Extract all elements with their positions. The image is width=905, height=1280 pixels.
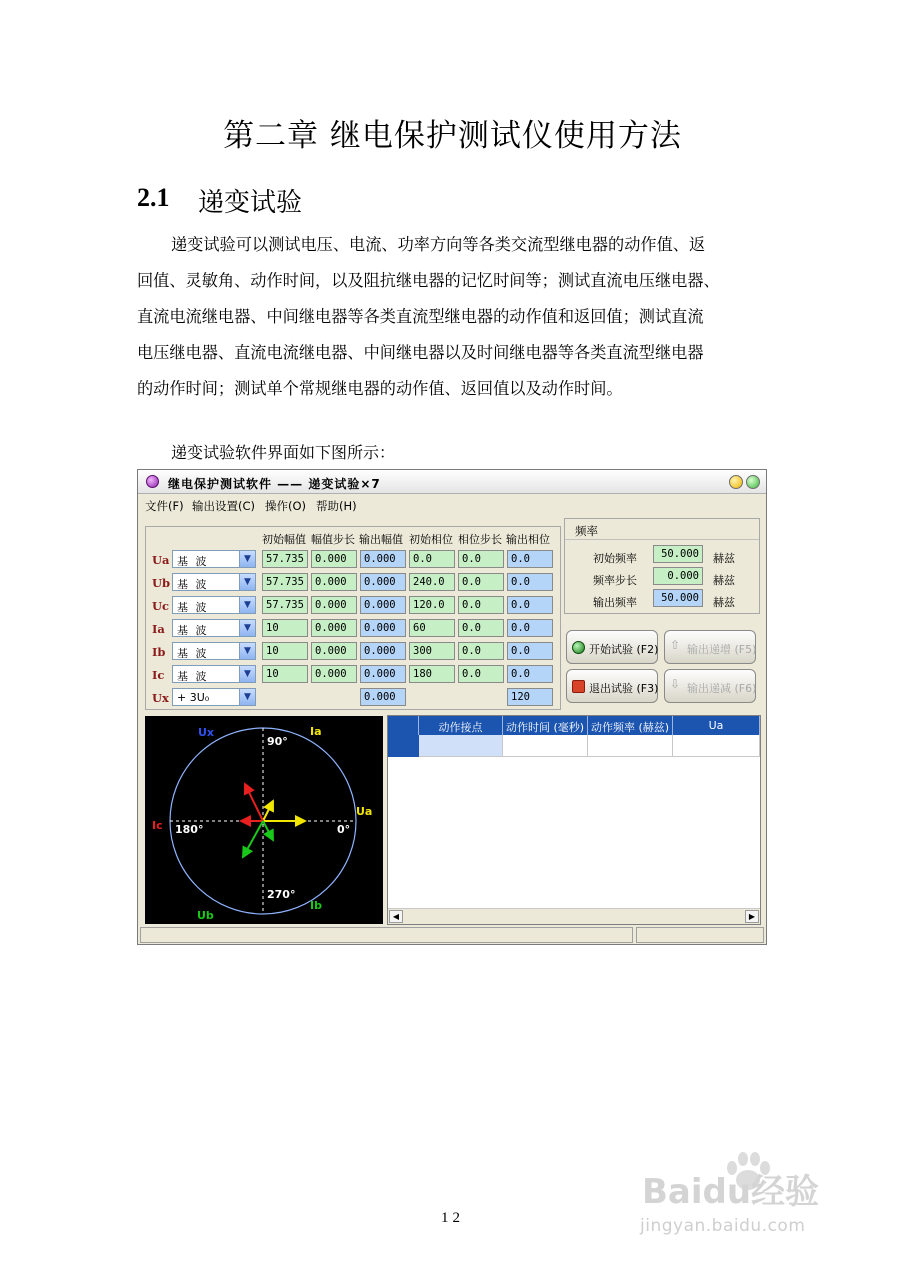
wave-select-ia[interactable] xyxy=(172,619,256,637)
wave-select-value: + 3U₀ xyxy=(177,691,210,704)
ia-amp-step[interactable]: 0.000 xyxy=(311,619,357,637)
col-action-time[interactable]: 动作时间 (毫秒) xyxy=(503,716,588,735)
wave-select-ux[interactable] xyxy=(172,688,256,706)
paragraph-text: 递变试验可以测试电压、电流、功率方向等各类交流型继电器的动作值、返 xyxy=(171,235,706,254)
ub-phase-step[interactable]: 0.0 xyxy=(458,573,504,591)
status-bar xyxy=(140,927,765,943)
ux-out-phase: 120 xyxy=(507,688,553,706)
wave-select-value: 基 波 xyxy=(177,555,209,568)
channel-parameters-panel xyxy=(145,526,561,710)
label-ua: Ua xyxy=(356,805,373,818)
frequency-panel xyxy=(564,518,760,614)
table-corner-header xyxy=(388,716,419,735)
section-title: 递变试验 xyxy=(198,188,303,218)
row-label-ub: Ub xyxy=(152,576,171,590)
label-90: 90° xyxy=(267,735,288,748)
status-pane-secondary xyxy=(636,927,764,943)
frequency-step-label: 频率步长 xyxy=(593,574,637,587)
label-270: 270° xyxy=(267,888,296,901)
col-ua[interactable]: Ua xyxy=(673,716,760,735)
menu-file[interactable]: 文件(F) xyxy=(145,499,184,513)
ic-out-phase: 0.0 xyxy=(507,665,553,683)
chevron-down-icon: ▼ xyxy=(239,620,255,636)
wave-select-value: 基 波 xyxy=(177,578,209,591)
ia-phase-step[interactable]: 0.0 xyxy=(458,619,504,637)
ua-phase-step[interactable]: 0.0 xyxy=(458,550,504,568)
col-init-amp: 初始幅值 xyxy=(262,533,306,546)
watermark-logo: Baidu经验 xyxy=(642,1172,820,1212)
col-phase-step: 相位步长 xyxy=(458,533,502,546)
frequency-step-field[interactable]: 0.000 xyxy=(653,567,703,585)
ib-vector xyxy=(263,821,273,840)
menu-help[interactable]: 帮助(H) xyxy=(316,499,357,513)
wave-select-value: 基 波 xyxy=(177,624,209,637)
wave-select-uc[interactable] xyxy=(172,596,256,614)
wave-select-ua[interactable] xyxy=(172,550,256,568)
table-cell[interactable] xyxy=(503,735,588,757)
start-icon xyxy=(572,641,585,654)
paragraph-line-2: 回值、灵敏角、动作时间，以及阻抗继电器的记忆时间等；测试直流电压继电器、 xyxy=(137,271,720,290)
menu-bar xyxy=(138,495,766,515)
minimize-button[interactable] xyxy=(729,475,743,489)
section-number: 2.1 xyxy=(137,183,170,212)
col-out-amp: 输出幅值 xyxy=(359,533,403,546)
watermark-url: jingyan.baidu.com xyxy=(640,1216,806,1236)
wave-select-ub[interactable] xyxy=(172,573,256,591)
row-label-ua: Ua xyxy=(152,553,170,567)
chevron-down-icon: ▼ xyxy=(239,666,255,682)
horizontal-scrollbar[interactable] xyxy=(388,908,760,924)
ia-init-phase[interactable]: 60 xyxy=(409,619,455,637)
ib-phase-step[interactable]: 0.0 xyxy=(458,642,504,660)
stop-icon xyxy=(572,680,585,693)
ic-init-amp[interactable]: 10 xyxy=(262,665,308,683)
uc-out-phase: 0.0 xyxy=(507,596,553,614)
output-increase-button[interactable] xyxy=(664,630,756,664)
col-action-contact[interactable]: 动作接点 xyxy=(419,716,503,735)
wave-select-value: 基 波 xyxy=(177,601,209,614)
status-pane-main xyxy=(140,927,633,943)
ub-out-phase: 0.0 xyxy=(507,573,553,591)
frequency-step-unit: 赫兹 xyxy=(713,574,735,587)
label-ux: Ux xyxy=(198,726,215,739)
label-0: 0° xyxy=(337,823,351,836)
arrow-down-icon: ⇩ xyxy=(670,677,681,691)
title-bar xyxy=(138,470,766,494)
ib-amp-step[interactable]: 0.000 xyxy=(311,642,357,660)
ua-init-amp[interactable]: 57.735 xyxy=(262,550,308,568)
uc-phase-step[interactable]: 0.0 xyxy=(458,596,504,614)
ib-out-phase: 0.0 xyxy=(507,642,553,660)
ua-out-amp: 0.000 xyxy=(360,550,406,568)
ia-out-phase: 0.0 xyxy=(507,619,553,637)
output-decrease-button[interactable] xyxy=(664,669,756,703)
table-cell-selected[interactable] xyxy=(419,735,503,757)
ib-out-amp: 0.000 xyxy=(360,642,406,660)
ub-amp-step[interactable]: 0.000 xyxy=(311,573,357,591)
chevron-down-icon: ▼ xyxy=(239,574,255,590)
label-180: 180° xyxy=(175,823,204,836)
ub-init-phase[interactable]: 240.0 xyxy=(409,573,455,591)
chevron-down-icon: ▼ xyxy=(239,551,255,567)
menu-output-settings[interactable]: 输出设置(C) xyxy=(192,499,256,513)
col-amp-step: 幅值步长 xyxy=(311,533,355,546)
ub-out-amp: 0.000 xyxy=(360,573,406,591)
row-label-ux: Ux xyxy=(152,691,169,705)
table-row-selector[interactable] xyxy=(388,735,419,757)
ub-init-amp[interactable]: 57.735 xyxy=(262,573,308,591)
page-number: 12 xyxy=(441,1210,464,1226)
start-test-button[interactable] xyxy=(566,630,658,664)
label-ic: Ic xyxy=(152,819,163,832)
table-cell[interactable] xyxy=(673,735,760,757)
window-title: 继电保护测试软件 —— 递变试验×7 xyxy=(168,477,381,491)
ia-vector xyxy=(263,801,273,821)
software-window xyxy=(137,469,767,945)
label-ib: Ib xyxy=(310,899,322,912)
label-ub: Ub xyxy=(197,909,214,922)
uc-out-amp: 0.000 xyxy=(360,596,406,614)
ub-vector xyxy=(243,821,263,857)
output-frequency-unit: 赫兹 xyxy=(713,596,735,609)
chevron-down-icon: ▼ xyxy=(239,689,255,705)
init-frequency-label: 初始频率 xyxy=(593,552,637,565)
figure-caption: 递变试验软件界面如下图所示： xyxy=(171,443,396,462)
col-action-frequency[interactable]: 动作频率 (赫兹) xyxy=(588,716,673,735)
wave-select-value: 基 波 xyxy=(177,647,209,660)
paragraph-line-4: 电压继电器、直流电流继电器、中间继电器以及时间继电器等各类直流型继电器 xyxy=(137,343,704,362)
row-label-ia: Ia xyxy=(152,622,165,636)
exit-test-label: 退出试验 (F3) xyxy=(589,682,659,695)
baidu-watermark xyxy=(630,1150,860,1250)
paragraph-line-3: 直流电流继电器、中间继电器等各类直流型继电器的动作值和返回值；测试直流 xyxy=(137,307,704,326)
output-frequency-label: 输出频率 xyxy=(593,596,637,609)
row-label-uc: Uc xyxy=(152,599,170,613)
scroll-right-icon[interactable]: ▶ xyxy=(745,910,759,923)
chevron-down-icon: ▼ xyxy=(239,597,255,613)
phasor-diagram xyxy=(145,716,383,924)
paragraph-line-1 xyxy=(137,227,769,264)
uc-vector xyxy=(245,784,263,821)
init-frequency-unit: 赫兹 xyxy=(713,552,735,565)
app-icon xyxy=(146,475,159,488)
ib-init-phase[interactable]: 300 xyxy=(409,642,455,660)
ic-amp-step[interactable]: 0.000 xyxy=(311,665,357,683)
exit-test-button[interactable] xyxy=(566,669,658,703)
output-increase-label: 输出递增 (F5) xyxy=(687,643,757,656)
menu-operate[interactable]: 操作(O) xyxy=(265,499,307,513)
uc-init-phase[interactable]: 120.0 xyxy=(409,596,455,614)
col-init-phase: 初始相位 xyxy=(409,533,453,546)
result-table xyxy=(387,715,761,925)
ua-out-phase: 0.0 xyxy=(507,550,553,568)
ic-phase-step[interactable]: 0.0 xyxy=(458,665,504,683)
ic-init-phase[interactable]: 180 xyxy=(409,665,455,683)
arrow-up-icon: ⇧ xyxy=(670,638,681,652)
close-button[interactable] xyxy=(746,475,760,489)
scroll-left-icon[interactable]: ◀ xyxy=(389,910,403,923)
table-cell[interactable] xyxy=(588,735,673,757)
output-frequency-field: 50.000 xyxy=(653,589,703,607)
col-out-phase: 输出相位 xyxy=(506,533,550,546)
frequency-divider xyxy=(565,539,759,540)
ua-init-phase[interactable]: 0.0 xyxy=(409,550,455,568)
ux-out-amp: 0.000 xyxy=(360,688,406,706)
label-ia: Ia xyxy=(310,725,322,738)
ib-init-amp[interactable]: 10 xyxy=(262,642,308,660)
ua-amp-step[interactable]: 0.000 xyxy=(311,550,357,568)
wave-select-ib[interactable] xyxy=(172,642,256,660)
ia-init-amp[interactable]: 10 xyxy=(262,619,308,637)
uc-amp-step[interactable]: 0.000 xyxy=(311,596,357,614)
ia-out-amp: 0.000 xyxy=(360,619,406,637)
ic-out-amp: 0.000 xyxy=(360,665,406,683)
row-label-ic: Ic xyxy=(152,668,165,682)
init-frequency-field[interactable]: 50.000 xyxy=(653,545,703,563)
uc-init-amp[interactable]: 57.735 xyxy=(262,596,308,614)
chapter-title: 第二章 继电保护测试仪使用方法 xyxy=(223,118,682,154)
chevron-down-icon: ▼ xyxy=(239,643,255,659)
output-decrease-label: 输出递减 (F6) xyxy=(687,682,757,695)
frequency-title: 频率 xyxy=(575,524,598,538)
start-test-label: 开始试验 (F2) xyxy=(589,643,659,656)
wave-select-ic[interactable] xyxy=(172,665,256,683)
wave-select-value: 基 波 xyxy=(177,670,209,683)
row-label-ib: Ib xyxy=(152,645,166,659)
paragraph-line-5: 的动作时间；测试单个常规继电器的动作值、返回值以及动作时间。 xyxy=(137,379,623,398)
